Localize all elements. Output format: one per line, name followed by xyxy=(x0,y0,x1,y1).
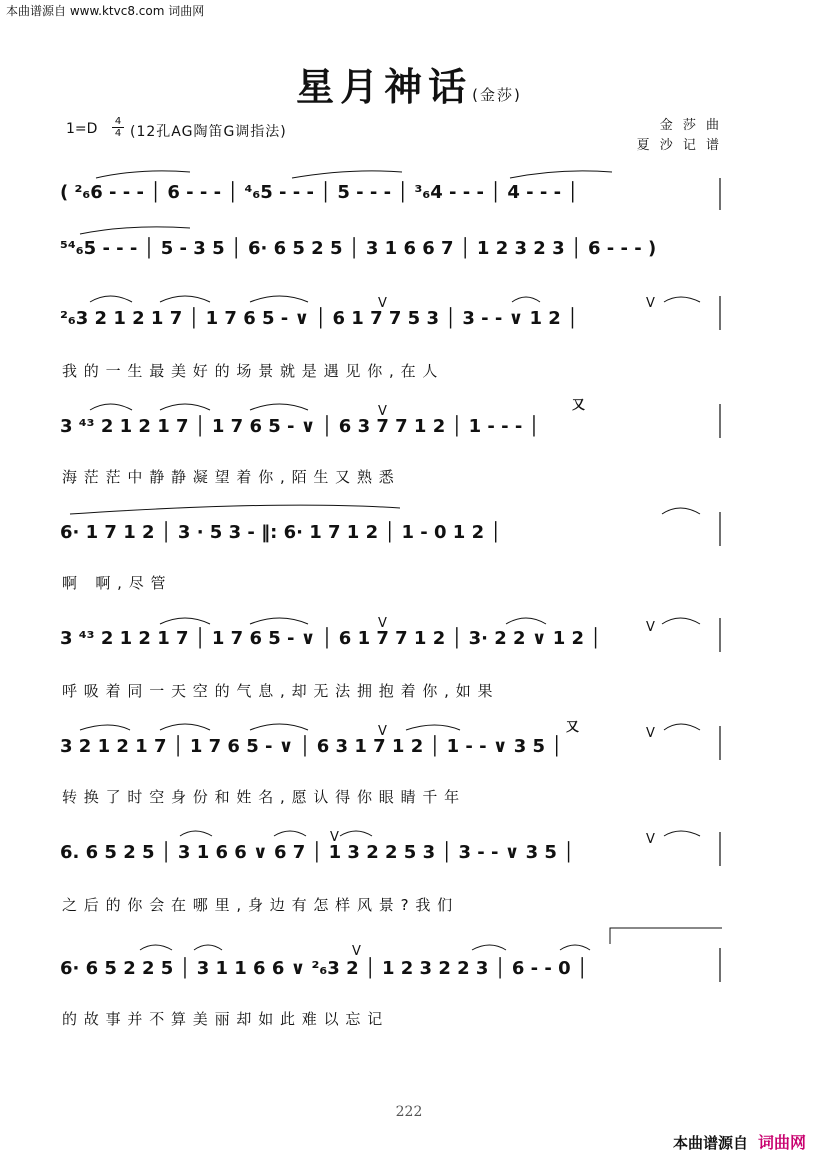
breath-mark: V xyxy=(330,830,339,845)
logo-text-right: 词曲网 xyxy=(757,1133,806,1152)
slur-arc xyxy=(80,725,130,730)
tie-arc xyxy=(80,227,190,234)
breath-mark: V xyxy=(646,620,655,635)
music-line-7: 3 2 1 2 1 7 │ 1 7 6 5 - ∨ │ 6 3 1 7 1 2 │ 1 - - ∨ 3 5 │ xyxy=(60,736,563,757)
lyric-line-3: 我的一生最美好的场景就是遇见你,在人 xyxy=(62,362,445,380)
slur-arc xyxy=(90,296,132,302)
time-signature-top: 4 xyxy=(112,116,124,128)
slur-arc xyxy=(160,618,210,624)
music-line-3: ²₆3 2 1 2 1 7 │ 1 7 6 5 - ∨ │ 6 1 7 7 5 3 │ 3 - - ∨ 1 2 │ xyxy=(60,308,578,329)
slur-arc xyxy=(664,297,700,302)
page-number: 222 xyxy=(395,1104,423,1120)
slur-arc xyxy=(662,508,700,514)
tie-arc xyxy=(292,171,402,178)
slur-arc xyxy=(472,945,506,950)
tie-arc xyxy=(96,171,190,178)
slur-arc xyxy=(560,945,590,950)
repeat-marker: 又 xyxy=(566,720,580,735)
slur-arc xyxy=(180,831,212,836)
slur-arc xyxy=(160,724,210,730)
music-line-4: 3 ⁴³ 2 1 2 1 7 │ 1 7 6 5 - ∨ │ 6 3 7 7 1 2 │ 1 - - - │ xyxy=(60,416,540,437)
slur-arc xyxy=(340,831,372,836)
composer-credit: 金 莎 曲 xyxy=(659,118,722,133)
breath-mark: V xyxy=(646,726,655,741)
music-line-8: 6. 6 5 2 5 │ 3 1 6 6 ∨ 6 7 │ 1 3 2 2 5 3 │ 3 - - ∨ 3 5 │ xyxy=(60,842,575,863)
slur-arc xyxy=(250,404,308,410)
slur-arc xyxy=(90,404,132,410)
breath-mark: V xyxy=(378,724,387,739)
volta-bracket xyxy=(610,928,722,944)
breath-mark: V xyxy=(646,832,655,847)
slur-arc xyxy=(664,831,700,836)
lyric-line-4: 海茫茫中静静凝望着你,陌生又熟悉 xyxy=(62,468,401,486)
breath-mark: V xyxy=(352,944,361,959)
time-signature-bottom: 4 xyxy=(114,128,122,139)
slur-arc xyxy=(140,945,172,950)
breath-mark: V xyxy=(378,404,387,419)
slur-arc xyxy=(274,831,306,836)
slur-arc xyxy=(160,296,210,302)
slur-arc xyxy=(250,296,308,302)
key-signature: 1=D xyxy=(66,121,98,137)
site-header: 本曲谱源自 www.ktvc8.com 词曲网 xyxy=(6,4,205,18)
repeat-marker: 又 xyxy=(572,398,586,413)
tie-arc xyxy=(510,171,612,178)
slur-arc xyxy=(664,724,700,730)
slur-arc xyxy=(662,618,700,624)
transcriber-credit: 夏 沙 记 谱 xyxy=(636,138,722,153)
song-title: 星月神话 xyxy=(296,65,473,109)
lyric-line-9: 的故事并不算美丽却如此难以忘记 xyxy=(62,1010,390,1028)
slur-arc xyxy=(194,945,222,950)
lyric-line-5: 啊 啊,尽管 xyxy=(62,574,173,592)
breath-mark: V xyxy=(646,296,655,311)
song-subtitle: (金莎) xyxy=(472,86,522,104)
slur-arc xyxy=(160,404,210,410)
music-line-1: ( ²₆6 - - - │ 6 - - - │ ⁴₆5 - - - │ 5 - - - │ ³₆4 - - - │ 4 - - - │ xyxy=(60,182,579,203)
slur-arc xyxy=(406,725,460,730)
music-line-9: 6· 6 5 2 2 5 │ 3 1 1 6 6 ∨ ²₆3 2 │ 1 2 3 2 2 3 │ 6 - - 0 │ xyxy=(60,958,588,979)
music-line-2: ⁵⁴₆5 - - - │ 5 - 3 5 │ 6· 6 5 2 5 │ 3 1 6 6 7 │ 1 2 3 2 3 │ 6 - - - ) xyxy=(60,238,657,259)
slur-arc xyxy=(70,505,400,514)
lyric-line-6: 呼吸着同一天空的气息,却无法拥抱着你,如果 xyxy=(62,682,500,700)
music-line-5: 6· 1 7 1 2 │ 3 · 5 3 - ‖: 6· 1 7 1 2 │ 1 - 0 1 2 │ xyxy=(60,522,502,543)
breath-mark: V xyxy=(378,616,387,631)
slur-arc xyxy=(512,297,540,302)
slur-arc xyxy=(506,618,546,624)
slur-arc xyxy=(250,724,308,730)
slur-arc xyxy=(250,618,308,624)
breath-mark: V xyxy=(378,296,387,311)
music-line-6: 3 ⁴³ 2 1 2 1 7 │ 1 7 6 5 - ∨ │ 6 1 7 7 1 2 │ 3· 2 2 ∨ 1 2 │ xyxy=(60,628,602,649)
site-logo xyxy=(673,1130,806,1153)
fingering-note: (12孔AG陶笛G调指法) xyxy=(130,124,287,140)
lyric-line-8: 之后的你会在哪里,身边有怎样风景?我们 xyxy=(62,896,459,914)
lyric-line-7: 转换了时空身份和姓名,愿认得你眼睛千年 xyxy=(62,788,466,806)
logo-text-left: 本曲谱源自 xyxy=(672,1134,748,1152)
